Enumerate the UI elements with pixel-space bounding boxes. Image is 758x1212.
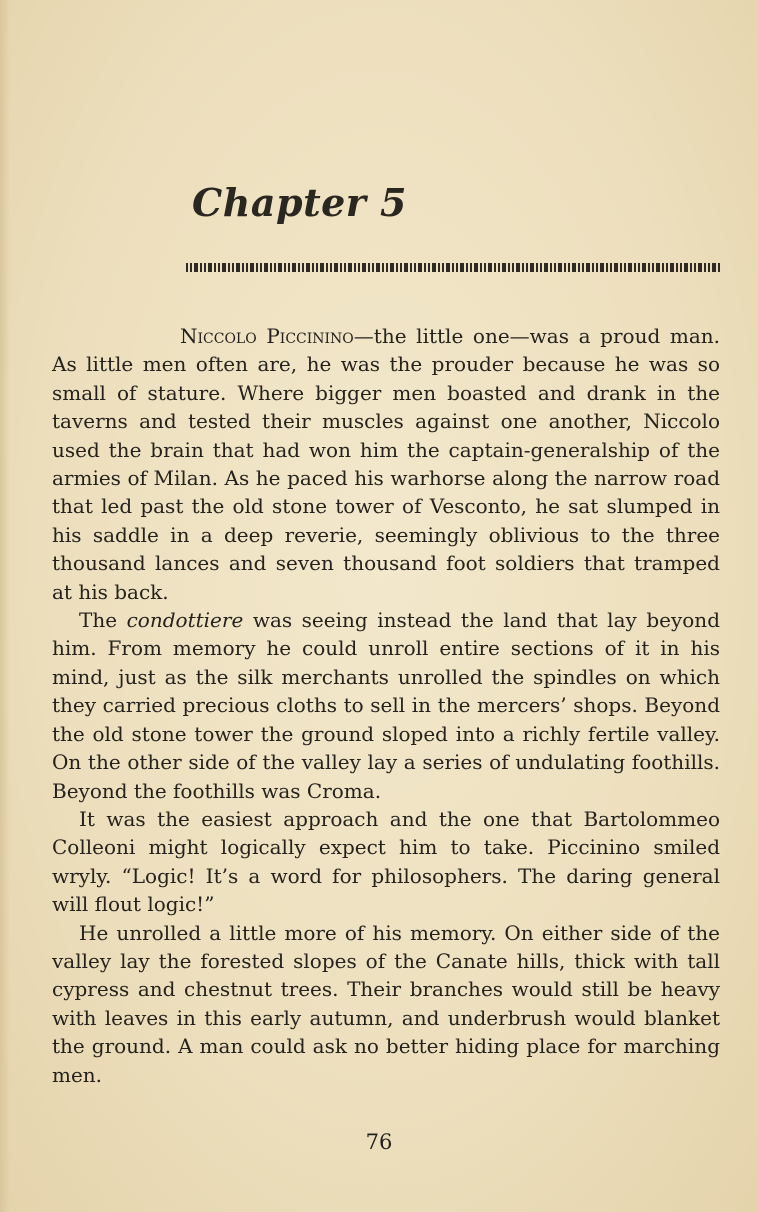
- paragraph-2-after: was seeing instead the land that lay beyond him. From memory he could unroll entire sections of it in his mind, just as the silk merchants unrolled the spindles on which they carried precious cloths to sell in the mercers’ shops. Beyond the old stone tower the ground sloped into a richly fertile valley. On the other side of the valley lay a series of undulating foothills. Beyond the foothills was Croma.: [52, 608, 720, 803]
- paragraph-3: It was the easiest approach and the one that Bartolommeo Colleoni might logically expect him to take. Piccinino smiled wryly. “Logic! It’s a word for philosophers. The daring general will flout logic!”: [52, 806, 720, 917]
- paragraph-1-lead: Niccolo Piccinino: [180, 324, 354, 348]
- paragraph-1-text: —the little one—was a proud man. As little men often are, he was the prouder because he was so small of stature. Where bigger men boasted and drank in the taverns and tested their muscles against one another, Niccolo used the brain that had won him the captain-generalship of the armies of Milan. As he paced his warhorse along the narrow road that led past the old stone tower of Vesconto, he sat slumped in his saddle in a deep reverie, seemingly oblivious to the three thousand lances and seven thousand foot soldiers that tramped at his back.: [52, 324, 721, 604]
- paragraph-1: [52, 322, 720, 606]
- page-edge-shadow: [0, 0, 10, 1212]
- paragraph-2-italic: condottiere: [126, 608, 244, 633]
- page-number: 76: [365, 1130, 393, 1154]
- paragraph-4: He unrolled a little more of his memory. On either side of the valley lay the forested slopes of the Canate hills, thick with tall cypress and chestnut trees. Their branches would still be heavy with leaves in this early autumn, and underbrush would blanket the ground. A man could ask no better hiding place for marching men.: [52, 920, 720, 1087]
- chapter-title: Chapter 5: [192, 180, 407, 225]
- paragraph-2: [52, 606, 720, 805]
- paragraph-2-before: The: [79, 608, 127, 633]
- ornamental-rule: [186, 263, 722, 272]
- chapter-body: [52, 322, 720, 1089]
